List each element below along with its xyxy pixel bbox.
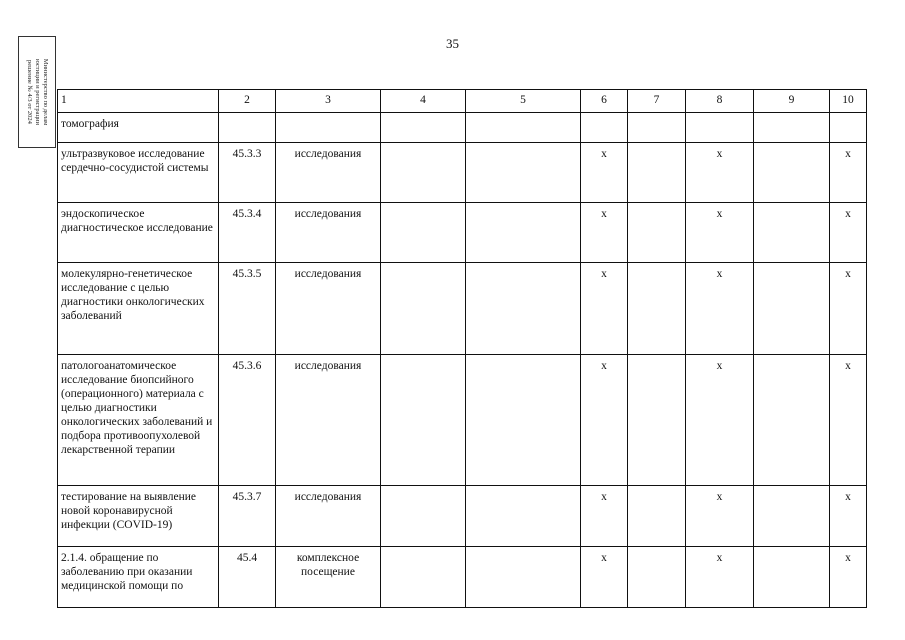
table-cell-col-3: исследования	[276, 203, 381, 263]
table-cell-col-1: патологоанатомическое исследование биопсийного (операционного) материала с целью диагностики онкологических заболеваний и подбора противоопухолевой лекарственной терапии	[58, 355, 219, 486]
table-cell-col-9	[754, 263, 830, 355]
table-cell-col-1: тестирование на выявление новой коронавирусной инфекции (COVID-19)	[58, 486, 219, 547]
table-cell-col-7	[628, 113, 686, 143]
table-cell-col-5	[466, 486, 581, 547]
table-cell-col-7	[628, 263, 686, 355]
table-cell-col-6: х	[581, 143, 628, 203]
table-cell-col-9	[754, 486, 830, 547]
table-cell-col-7	[628, 143, 686, 203]
table-cell-col-6: х	[581, 486, 628, 547]
table-cell-col-6: х	[581, 263, 628, 355]
table-cell-col-10: х	[830, 143, 867, 203]
table-cell-col-5	[466, 113, 581, 143]
table-cell-col-7	[628, 355, 686, 486]
table-cell-col-4	[381, 263, 466, 355]
table-cell-col-5	[466, 263, 581, 355]
table-cell-col-1: томография	[58, 113, 219, 143]
table-row	[58, 486, 867, 547]
header-row	[58, 90, 867, 113]
table-cell-col-2: 45.3.6	[219, 355, 276, 486]
column-header-7: 7	[628, 90, 686, 113]
table-cell-col-3: исследования	[276, 486, 381, 547]
table-cell-col-8: х	[686, 143, 754, 203]
table-cell-col-2: 45.4	[219, 547, 276, 608]
table-cell-col-2: 45.3.3	[219, 143, 276, 203]
table-cell-col-9	[754, 203, 830, 263]
table-cell-col-3: комплексное посещение	[276, 547, 381, 608]
table-cell-col-2: 45.3.5	[219, 263, 276, 355]
column-header-9: 9	[754, 90, 830, 113]
table-cell-col-4	[381, 113, 466, 143]
table-cell-col-10: х	[830, 486, 867, 547]
table-cell-col-10	[830, 113, 867, 143]
column-header-1: 1	[58, 90, 219, 113]
registration-stamp	[18, 36, 56, 148]
table-cell-col-2: 45.3.4	[219, 203, 276, 263]
table-cell-col-8: х	[686, 547, 754, 608]
table-cell-col-1: 2.1.4. обращение по заболеванию при оказании медицинской помощи по	[58, 547, 219, 608]
table-cell-col-1: эндоскопическое диагностическое исследование	[58, 203, 219, 263]
table-cell-col-7	[628, 203, 686, 263]
table-cell-col-8: х	[686, 203, 754, 263]
table-cell-col-3: исследования	[276, 143, 381, 203]
table-cell-col-8	[686, 113, 754, 143]
table-cell-col-9	[754, 113, 830, 143]
table-row	[58, 143, 867, 203]
table-row	[58, 355, 867, 486]
table-cell-col-1: молекулярно-генетическое исследование с целью диагностики онкологических заболеваний	[58, 263, 219, 355]
table-cell-col-4	[381, 143, 466, 203]
column-header-2: 2	[219, 90, 276, 113]
table-cell-col-5	[466, 547, 581, 608]
table-cell-col-8: х	[686, 486, 754, 547]
table-cell-col-8: х	[686, 355, 754, 486]
table-body	[58, 90, 867, 608]
column-header-5: 5	[466, 90, 581, 113]
table-row	[58, 203, 867, 263]
table-cell-col-6: х	[581, 203, 628, 263]
table-cell-col-3: исследования	[276, 355, 381, 486]
table-cell-col-2	[219, 113, 276, 143]
table-cell-col-8: х	[686, 263, 754, 355]
table-cell-col-9	[754, 355, 830, 486]
table-cell-col-10: х	[830, 547, 867, 608]
table-cell-col-5	[466, 355, 581, 486]
table-cell-col-9	[754, 547, 830, 608]
table-cell-col-10: х	[830, 355, 867, 486]
table-cell-col-2: 45.3.7	[219, 486, 276, 547]
table-cell-col-6	[581, 113, 628, 143]
column-header-3: 3	[276, 90, 381, 113]
table-cell-col-7	[628, 547, 686, 608]
table-cell-col-3: исследования	[276, 263, 381, 355]
table-cell-col-3	[276, 113, 381, 143]
page-number: 35	[446, 36, 459, 51]
column-header-6: 6	[581, 90, 628, 113]
stamp-text: Министерство по делам юстиции и регистрации решение № 4/3 от 2024	[26, 58, 49, 126]
table-cell-col-6: х	[581, 547, 628, 608]
column-header-4: 4	[381, 90, 466, 113]
table-row	[58, 263, 867, 355]
tariff-table	[57, 89, 867, 608]
table-cell-col-10: х	[830, 263, 867, 355]
table-cell-col-6: х	[581, 355, 628, 486]
table-cell-col-4	[381, 486, 466, 547]
column-header-10: 10	[830, 90, 867, 113]
table-cell-col-10: х	[830, 203, 867, 263]
table-row	[58, 547, 867, 608]
table-cell-col-4	[381, 547, 466, 608]
table-cell-col-5	[466, 143, 581, 203]
table-cell-col-7	[628, 486, 686, 547]
table-cell-col-9	[754, 143, 830, 203]
table-cell-col-1: ультразвуковое исследование сердечно-сосудистой системы	[58, 143, 219, 203]
column-header-8: 8	[686, 90, 754, 113]
table-cell-col-5	[466, 203, 581, 263]
table-cell-col-4	[381, 355, 466, 486]
table-cell-col-4	[381, 203, 466, 263]
table-row	[58, 113, 867, 143]
